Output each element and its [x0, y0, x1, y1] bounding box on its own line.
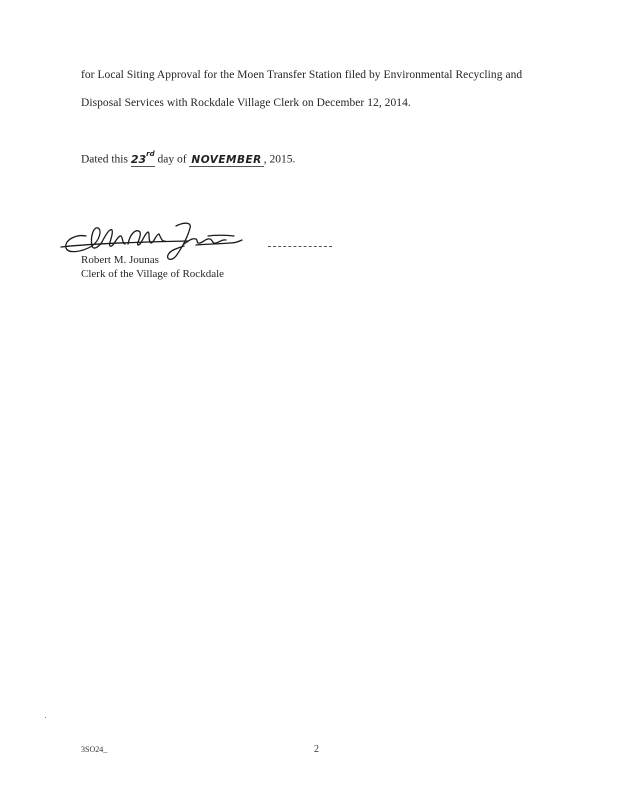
scan-speck: [45, 717, 46, 718]
body-text-line-1: for Local Siting Approval for the Moen Transfer Station filed by Environmental Recycling and: [81, 69, 523, 81]
handwritten-month: NOVEMBER: [191, 153, 262, 166]
handwritten-day-suffix: rd: [146, 150, 155, 158]
dated-middle: day of: [157, 153, 187, 166]
body-text-line-2: Disposal Services with Rockdale Village Clerk on December 12, 2014.: [81, 97, 411, 109]
day-blank: [131, 152, 155, 167]
footer-document-code: 3SO24_: [81, 745, 108, 754]
dated-year: , 2015.: [263, 153, 296, 166]
signer-name: Robert M. Jounas: [81, 254, 159, 266]
dated-line: [81, 152, 295, 167]
page-number: 2: [314, 744, 319, 755]
dated-prefix: Dated this: [81, 153, 128, 166]
month-blank: [189, 154, 263, 167]
signer-title: Clerk of the Village of Rockdale: [81, 268, 225, 280]
handwritten-day: 23rd: [130, 150, 155, 166]
signature-line-extension: [268, 246, 332, 248]
